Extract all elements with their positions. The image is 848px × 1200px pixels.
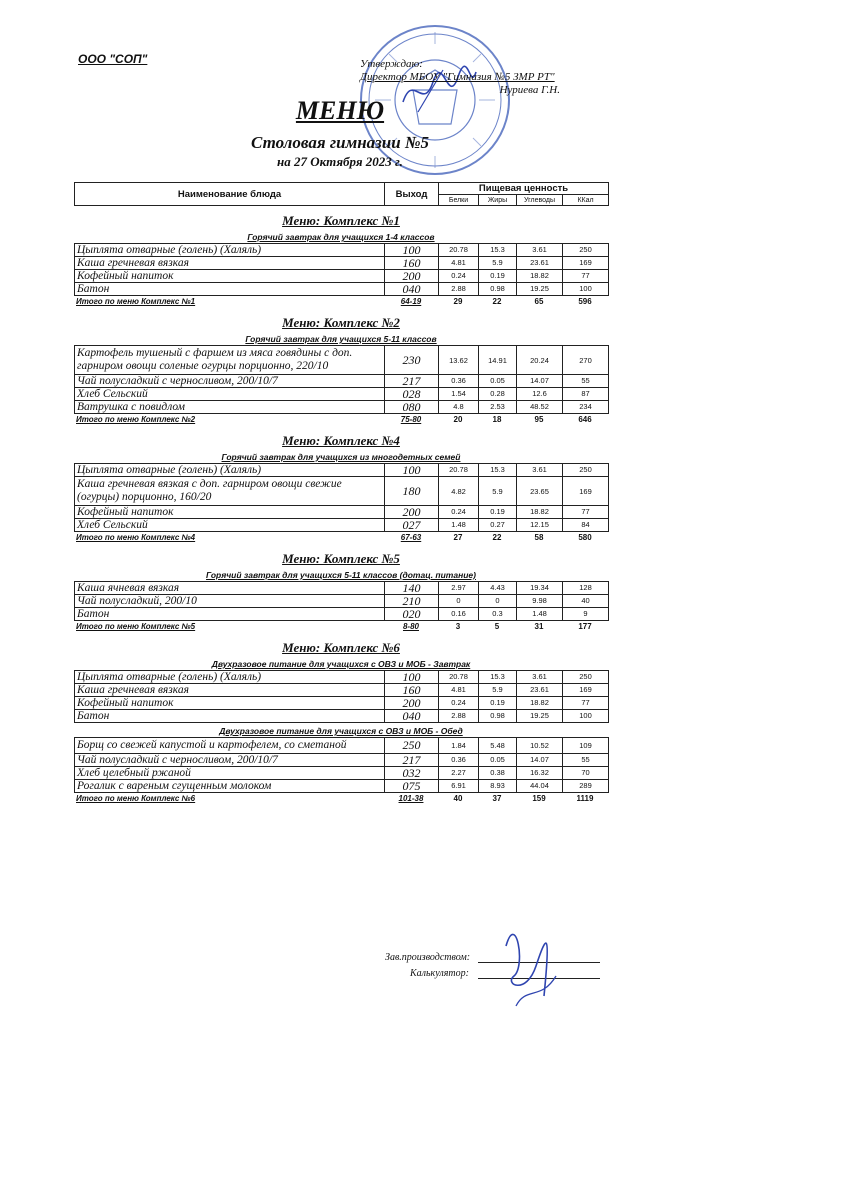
dish-proteins: 0 xyxy=(439,595,479,608)
items-table xyxy=(74,463,609,532)
total-fats: 22 xyxy=(492,533,502,542)
table-row xyxy=(75,244,609,257)
group-title: Горячий завтрак для учащихся 5-11 классов xyxy=(245,334,437,344)
approval-line-2: Директор МБОУ "Гимназия №5 ЗМР РТ" xyxy=(360,71,555,83)
dish-kcal: 70 xyxy=(563,767,609,780)
dish-proteins: 20.78 xyxy=(439,244,479,257)
group-title: Горячий завтрак для учащихся 1-4 классов xyxy=(247,232,435,242)
dish-carbs: 19.25 xyxy=(517,710,563,723)
dish-output: 217 xyxy=(385,375,439,388)
total-table xyxy=(74,621,608,633)
dish-carbs: 19.34 xyxy=(517,582,563,595)
header-carbs: Углеводы xyxy=(517,195,563,206)
dish-proteins: 2.27 xyxy=(439,767,479,780)
dish-carbs: 12.6 xyxy=(517,388,563,401)
table-row xyxy=(75,754,609,767)
dish-name: Картофель тушеный с фаршем из мяса говядины с доп. гарниром овощи соленые огурцы порционно, 220/10 xyxy=(75,346,385,375)
dish-output: 230 xyxy=(385,346,439,375)
dish-kcal: 77 xyxy=(563,506,609,519)
dish-output: 140 xyxy=(385,582,439,595)
dish-name: Хлеб Сельский xyxy=(75,388,385,401)
dish-name: Хлеб Сельский xyxy=(75,519,385,532)
dish-output: 200 xyxy=(385,697,439,710)
dish-output: 160 xyxy=(385,257,439,270)
approval-line-3: Нуриева Г.Н. xyxy=(499,84,560,96)
table-row xyxy=(75,780,609,793)
dish-carbs: 18.82 xyxy=(517,697,563,710)
dish-name: Цыплята отварные (голень) (Халяль) xyxy=(75,464,385,477)
menu-body xyxy=(74,182,608,805)
table-row xyxy=(75,375,609,388)
menu-date: на 27 Октября 2023 г. xyxy=(277,154,403,169)
dish-proteins: 2.97 xyxy=(439,582,479,595)
total-proteins: 29 xyxy=(453,297,463,306)
dish-proteins: 20.78 xyxy=(439,464,479,477)
dish-output: 100 xyxy=(385,671,439,684)
dish-carbs: 23.65 xyxy=(517,477,563,506)
total-label: Итого по меню Комплекс №2 xyxy=(76,415,196,424)
table-row xyxy=(75,283,609,296)
header-output: Выход xyxy=(385,183,439,206)
items-table xyxy=(74,670,609,723)
table-row xyxy=(75,595,609,608)
dish-kcal: 40 xyxy=(563,595,609,608)
dish-carbs: 1.48 xyxy=(517,608,563,621)
dish-fats: 0.19 xyxy=(479,506,517,519)
dish-kcal: 250 xyxy=(563,671,609,684)
total-table xyxy=(74,793,608,805)
table-row xyxy=(75,477,609,506)
dish-fats: 0.98 xyxy=(479,283,517,296)
dish-proteins: 2.88 xyxy=(439,283,479,296)
dish-fats: 0.28 xyxy=(479,388,517,401)
total-fats: 18 xyxy=(492,415,502,424)
dish-output: 100 xyxy=(385,244,439,257)
approval-block xyxy=(360,58,620,97)
total-row xyxy=(74,532,608,544)
dish-kcal: 234 xyxy=(563,401,609,414)
dish-fats: 5.9 xyxy=(479,477,517,506)
dish-fats: 0.19 xyxy=(479,270,517,283)
table-row xyxy=(75,582,609,595)
dish-carbs: 44.04 xyxy=(517,780,563,793)
total-table xyxy=(74,296,608,308)
dish-output: 040 xyxy=(385,283,439,296)
dish-output: 160 xyxy=(385,684,439,697)
dish-fats: 5.48 xyxy=(479,738,517,754)
total-proteins: 27 xyxy=(453,533,463,542)
dish-proteins: 13.62 xyxy=(439,346,479,375)
dish-fats: 15.3 xyxy=(479,671,517,684)
dish-kcal: 169 xyxy=(563,684,609,697)
items-table xyxy=(74,737,609,793)
dish-fats: 15.3 xyxy=(479,244,517,257)
total-kcal: 177 xyxy=(578,622,592,631)
dish-kcal: 289 xyxy=(563,780,609,793)
dish-carbs: 14.07 xyxy=(517,754,563,767)
dish-output: 217 xyxy=(385,754,439,767)
dish-fats: 0.27 xyxy=(479,519,517,532)
dish-kcal: 100 xyxy=(563,710,609,723)
dish-proteins: 4.81 xyxy=(439,684,479,697)
dish-name: Каша ячневая вязкая xyxy=(75,582,385,595)
total-carbs: 95 xyxy=(534,415,544,424)
menu-section xyxy=(74,550,608,633)
total-kcal: 596 xyxy=(578,297,592,306)
table-row xyxy=(75,738,609,754)
dish-proteins: 0.24 xyxy=(439,270,479,283)
dish-fats: 0.98 xyxy=(479,710,517,723)
total-row xyxy=(74,793,608,805)
dish-kcal: 77 xyxy=(563,697,609,710)
dish-kcal: 55 xyxy=(563,375,609,388)
items-table xyxy=(74,345,609,414)
dish-fats: 15.3 xyxy=(479,464,517,477)
total-carbs: 65 xyxy=(534,297,544,306)
dish-name: Чай полусладкий с черносливом, 200/10/7 xyxy=(75,375,385,388)
dish-fats: 0.3 xyxy=(479,608,517,621)
dish-fats: 0.38 xyxy=(479,767,517,780)
menu-section xyxy=(74,314,608,426)
dish-output: 020 xyxy=(385,608,439,621)
dish-kcal: 109 xyxy=(563,738,609,754)
total-output: 8-80 xyxy=(402,622,419,631)
total-kcal: 646 xyxy=(578,415,592,424)
table-row xyxy=(75,464,609,477)
dish-kcal: 250 xyxy=(563,244,609,257)
dish-output: 250 xyxy=(385,738,439,754)
table-row xyxy=(75,519,609,532)
section-title: Меню: Комплекс №5 xyxy=(282,551,400,566)
dish-name: Каша гречневая вязкая xyxy=(75,257,385,270)
total-carbs: 31 xyxy=(534,622,544,631)
dish-carbs: 18.82 xyxy=(517,506,563,519)
dish-name: Хлеб целебный ржаной xyxy=(75,767,385,780)
table-row xyxy=(75,270,609,283)
total-row xyxy=(74,414,608,426)
header-fats: Жиры xyxy=(479,195,517,206)
total-carbs: 159 xyxy=(532,794,546,803)
dish-carbs: 16.32 xyxy=(517,767,563,780)
section-title: Меню: Комплекс №6 xyxy=(282,640,400,655)
total-output: 101-38 xyxy=(398,794,424,803)
dish-name: Батон xyxy=(75,608,385,621)
dish-kcal: 169 xyxy=(563,257,609,270)
table-row xyxy=(75,608,609,621)
dish-name: Батон xyxy=(75,283,385,296)
items-table xyxy=(74,243,609,296)
dish-kcal: 128 xyxy=(563,582,609,595)
dish-carbs: 12.15 xyxy=(517,519,563,532)
dish-proteins: 2.88 xyxy=(439,710,479,723)
dish-carbs: 9.98 xyxy=(517,595,563,608)
dish-output: 100 xyxy=(385,464,439,477)
group-title: Горячий завтрак для учащихся 5-11 классов (дотац. питание) xyxy=(206,570,476,580)
total-table xyxy=(74,414,608,426)
dish-fats: 4.43 xyxy=(479,582,517,595)
dish-output: 027 xyxy=(385,519,439,532)
dish-fats: 2.53 xyxy=(479,401,517,414)
table-row xyxy=(75,346,609,375)
dish-fats: 0.05 xyxy=(479,754,517,767)
total-output: 64-19 xyxy=(400,297,422,306)
group-title: Двухразовое питание для учащихся с ОВЗ и МОБ - Обед xyxy=(219,726,463,736)
dish-name: Кофейный напиток xyxy=(75,697,385,710)
dish-kcal: 169 xyxy=(563,477,609,506)
dish-proteins: 4.82 xyxy=(439,477,479,506)
total-output: 67-63 xyxy=(400,533,422,542)
group-title: Горячий завтрак для учащихся из многодетных семей xyxy=(221,452,461,462)
header-kcal: ККал xyxy=(563,195,609,206)
dish-output: 210 xyxy=(385,595,439,608)
dish-proteins: 4.81 xyxy=(439,257,479,270)
dish-proteins: 20.78 xyxy=(439,671,479,684)
dish-carbs: 20.24 xyxy=(517,346,563,375)
dish-kcal: 9 xyxy=(563,608,609,621)
total-label: Итого по меню Комплекс №5 xyxy=(76,622,196,631)
dish-carbs: 14.07 xyxy=(517,375,563,388)
organization-name: ООО "СОП" xyxy=(78,52,148,66)
dish-fats: 5.9 xyxy=(479,684,517,697)
header-nutrition: Пищевая ценность xyxy=(439,183,609,195)
dish-fats: 0.19 xyxy=(479,697,517,710)
table-row xyxy=(75,684,609,697)
dish-name: Чай полусладкий с черносливом, 200/10/7 xyxy=(75,754,385,767)
dish-proteins: 0.36 xyxy=(439,754,479,767)
dish-output: 200 xyxy=(385,506,439,519)
header-proteins: Белки xyxy=(439,195,479,206)
total-row xyxy=(74,621,608,633)
table-row xyxy=(75,401,609,414)
table-row xyxy=(75,710,609,723)
table-row xyxy=(75,671,609,684)
calculator-sign-label: Калькулятор: xyxy=(410,968,469,979)
items-table xyxy=(74,581,609,621)
total-label: Итого по меню Комплекс №6 xyxy=(76,794,196,803)
dish-name: Каша гречневая вязкая с доп. гарниром овощи свежие (огурцы) порционно, 160/20 xyxy=(75,477,385,506)
dish-fats: 0 xyxy=(479,595,517,608)
menu-sections xyxy=(74,212,608,805)
dish-name: Цыплята отварные (голень) (Халяль) xyxy=(75,244,385,257)
dish-output: 032 xyxy=(385,767,439,780)
section-title: Меню: Комплекс №4 xyxy=(282,433,400,448)
dish-proteins: 6.91 xyxy=(439,780,479,793)
menu-section xyxy=(74,432,608,544)
dish-kcal: 270 xyxy=(563,346,609,375)
production-sign-label: Зав.производством: xyxy=(385,952,471,963)
dish-proteins: 0.16 xyxy=(439,608,479,621)
header-dish: Наименование блюда xyxy=(75,183,385,206)
total-proteins: 40 xyxy=(453,794,463,803)
dish-proteins: 0.24 xyxy=(439,697,479,710)
page-subtitle: Столовая гимназии №5 xyxy=(250,133,430,152)
dish-proteins: 0.36 xyxy=(439,375,479,388)
dish-name: Ватрушка с повидлом xyxy=(75,401,385,414)
total-output: 75-80 xyxy=(400,415,422,424)
dish-fats: 0.05 xyxy=(479,375,517,388)
total-label: Итого по меню Комплекс №4 xyxy=(76,533,196,542)
dish-proteins: 0.24 xyxy=(439,506,479,519)
total-kcal: 1119 xyxy=(576,794,594,803)
approval-line-1: Утверждаю: xyxy=(360,58,423,70)
dish-carbs: 48.52 xyxy=(517,401,563,414)
dish-carbs: 23.61 xyxy=(517,257,563,270)
table-row xyxy=(75,257,609,270)
production-signature-icon xyxy=(496,906,566,1016)
dish-carbs: 19.25 xyxy=(517,283,563,296)
total-table xyxy=(74,532,608,544)
dish-proteins: 1.84 xyxy=(439,738,479,754)
dish-name: Каша гречневая вязкая xyxy=(75,684,385,697)
total-label: Итого по меню Комплекс №1 xyxy=(76,297,196,306)
total-proteins: 20 xyxy=(453,415,463,424)
menu-section xyxy=(74,639,608,805)
dish-fats: 14.91 xyxy=(479,346,517,375)
page-title: МЕНЮ xyxy=(295,96,385,125)
total-fats: 5 xyxy=(494,622,500,631)
dish-output: 200 xyxy=(385,270,439,283)
table-row xyxy=(75,697,609,710)
dish-name: Рогалик с вареным сгущенным молоком xyxy=(75,780,385,793)
dish-carbs: 3.61 xyxy=(517,244,563,257)
menu-section xyxy=(74,212,608,308)
dish-name: Кофейный напиток xyxy=(75,506,385,519)
dish-name: Чай полусладкий, 200/10 xyxy=(75,595,385,608)
dish-kcal: 250 xyxy=(563,464,609,477)
section-title: Меню: Комплекс №1 xyxy=(282,213,400,228)
group-title: Двухразовое питание для учащихся с ОВЗ и МОБ - Завтрак xyxy=(211,659,471,669)
dish-kcal: 77 xyxy=(563,270,609,283)
dish-output: 028 xyxy=(385,388,439,401)
dish-fats: 8.93 xyxy=(479,780,517,793)
dish-carbs: 10.52 xyxy=(517,738,563,754)
table-row xyxy=(75,767,609,780)
dish-output: 080 xyxy=(385,401,439,414)
dish-name: Батон xyxy=(75,710,385,723)
table-header xyxy=(74,182,609,206)
table-row xyxy=(75,388,609,401)
dish-fats: 5.9 xyxy=(479,257,517,270)
dish-name: Борщ со свежей капустой и картофелем, со сметаной xyxy=(75,738,385,754)
dish-output: 040 xyxy=(385,710,439,723)
dish-name: Кофейный напиток xyxy=(75,270,385,283)
dish-output: 180 xyxy=(385,477,439,506)
total-fats: 22 xyxy=(492,297,502,306)
dish-output: 075 xyxy=(385,780,439,793)
dish-proteins: 1.54 xyxy=(439,388,479,401)
dish-name: Цыплята отварные (голень) (Халяль) xyxy=(75,671,385,684)
dish-proteins: 1.48 xyxy=(439,519,479,532)
dish-kcal: 100 xyxy=(563,283,609,296)
dish-kcal: 87 xyxy=(563,388,609,401)
dish-kcal: 84 xyxy=(563,519,609,532)
total-fats: 37 xyxy=(492,794,502,803)
total-proteins: 3 xyxy=(455,622,461,631)
total-carbs: 58 xyxy=(534,533,544,542)
section-title: Меню: Комплекс №2 xyxy=(282,315,400,330)
dish-carbs: 3.61 xyxy=(517,671,563,684)
total-kcal: 580 xyxy=(578,533,592,542)
table-row xyxy=(75,506,609,519)
dish-carbs: 3.61 xyxy=(517,464,563,477)
dish-kcal: 55 xyxy=(563,754,609,767)
dish-carbs: 23.61 xyxy=(517,684,563,697)
dish-proteins: 4.8 xyxy=(439,401,479,414)
dish-carbs: 18.82 xyxy=(517,270,563,283)
total-row xyxy=(74,296,608,308)
